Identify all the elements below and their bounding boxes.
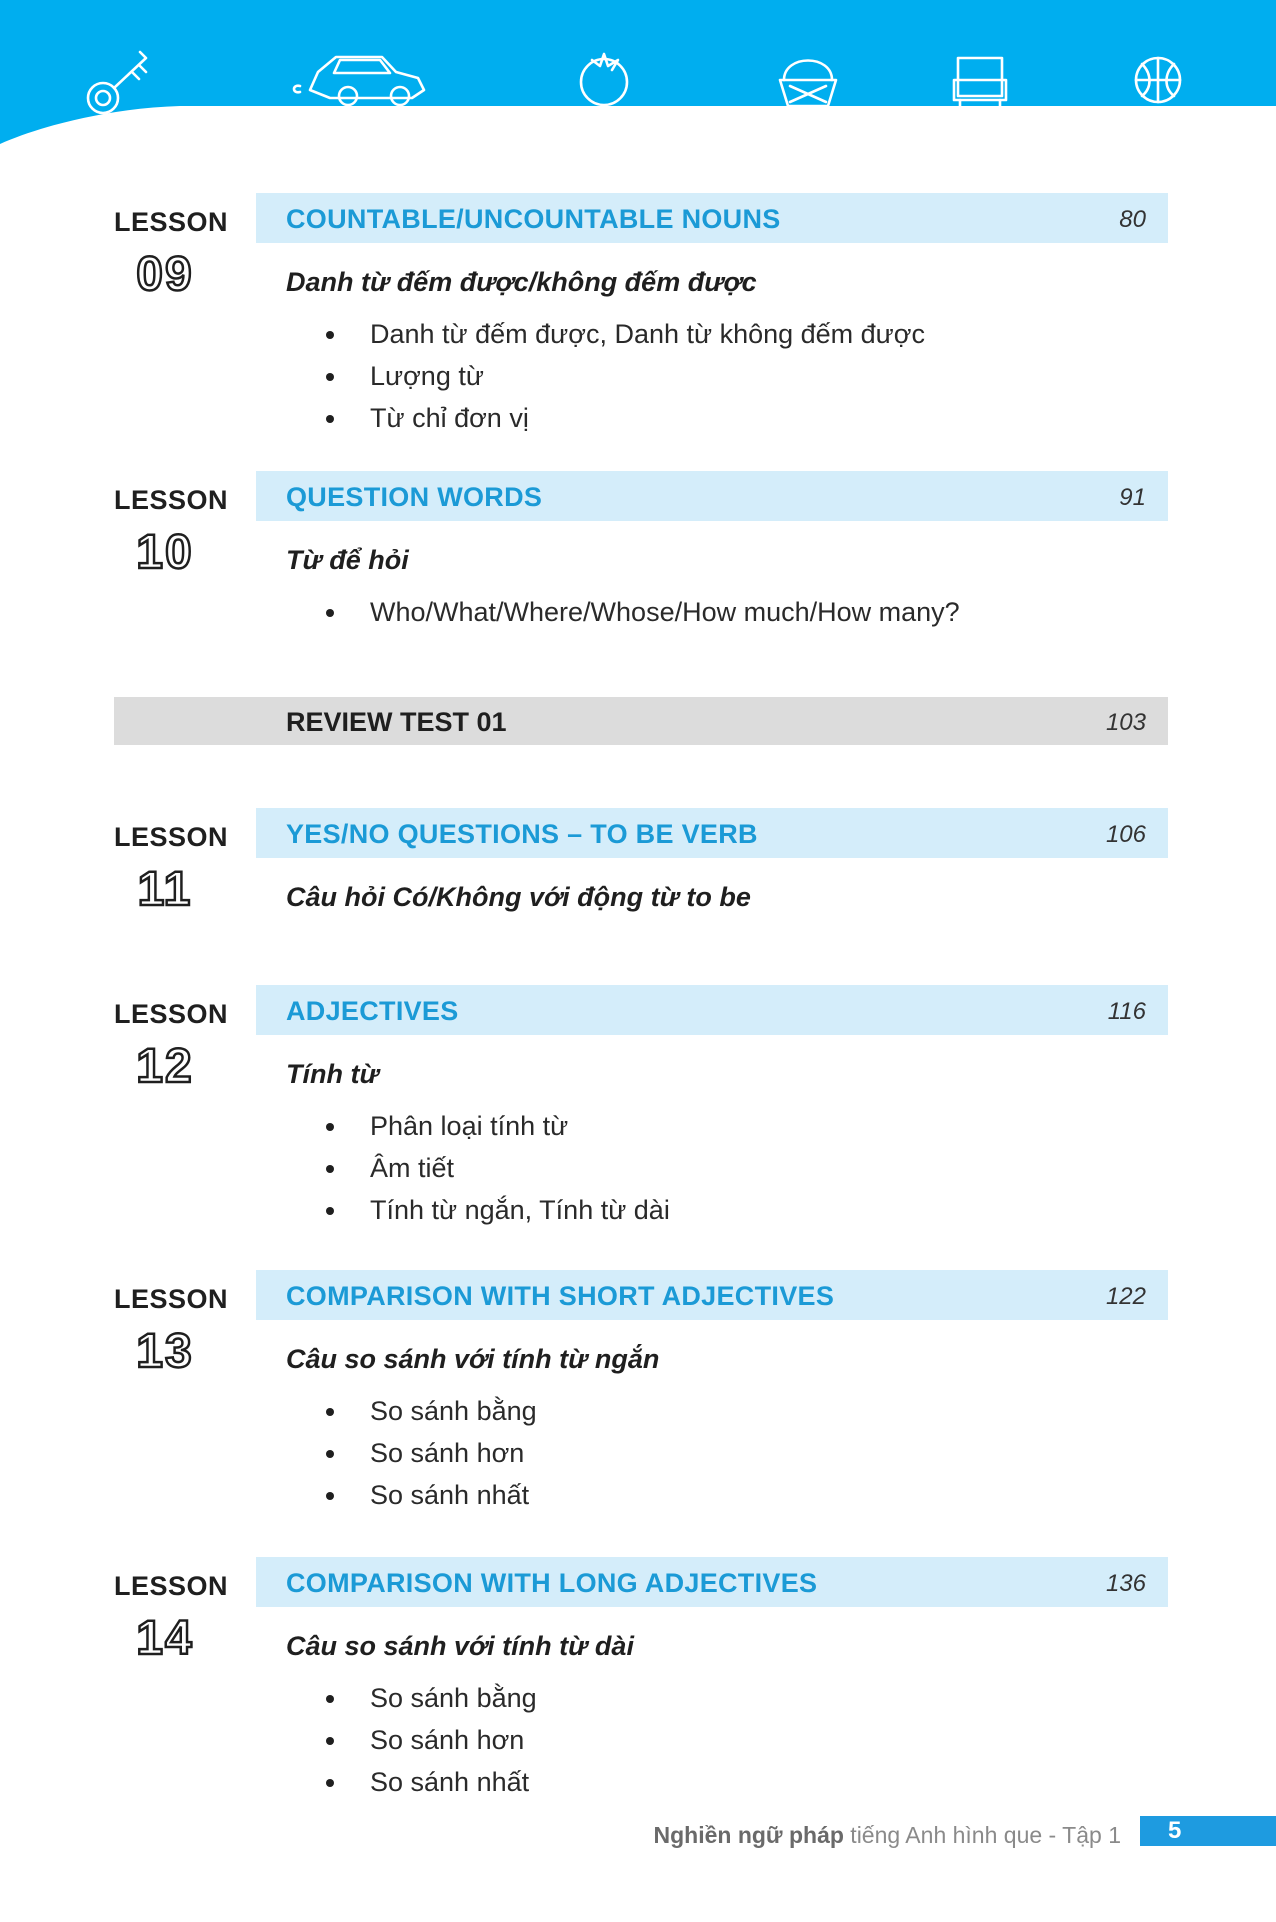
list-item: Âm tiết [320, 1147, 670, 1189]
lesson-title: QUESTION WORDS [286, 482, 543, 512]
footer [0, 1816, 1276, 1856]
book-title-bold: Nghiền ngữ pháp [653, 1822, 844, 1848]
lesson-label: LESSON [114, 822, 229, 852]
list-item: So sánh nhất [320, 1761, 537, 1803]
lesson-label: LESSON [114, 1284, 229, 1314]
lesson-subtitle: Danh từ đếm được/không đếm được [286, 267, 757, 297]
lesson-number: 10 [136, 526, 194, 579]
lesson-label: LESSON [114, 485, 229, 515]
lesson-title: COMPARISON WITH LONG ADJECTIVES [286, 1568, 818, 1598]
lesson-number: 11 [137, 863, 193, 916]
lesson-subtitle: Từ để hỏi [286, 545, 409, 575]
lesson-topics [320, 1677, 537, 1803]
review-test-bar[interactable] [114, 697, 1168, 745]
list-item: So sánh hơn [320, 1432, 537, 1474]
book-title [654, 1822, 1122, 1849]
lesson-label: LESSON [114, 999, 229, 1029]
lesson-label: LESSON [114, 1571, 229, 1601]
lesson-number: 14 [136, 1612, 194, 1665]
lesson-number: 12 [136, 1040, 194, 1093]
lesson-title: COUNTABLE/UNCOUNTABLE NOUNS [286, 204, 781, 234]
lesson-topics [320, 591, 960, 633]
lesson-page-number: 136 [1105, 1570, 1146, 1597]
list-item: Phân loại tính từ [320, 1105, 670, 1147]
lesson-title-bar[interactable] [256, 985, 1168, 1035]
lesson-topics [320, 1390, 537, 1516]
lesson-title: YES/NO QUESTIONS – TO BE VERB [286, 819, 758, 849]
list-item: Who/What/Where/Whose/How much/How many? [320, 591, 960, 633]
header-band [0, 0, 1276, 150]
review-test-page-number: 103 [1105, 709, 1146, 736]
lesson-label: LESSON [114, 207, 229, 237]
list-item: So sánh hơn [320, 1719, 537, 1761]
list-item: Từ chỉ đơn vị [320, 397, 925, 439]
lesson-title-bar[interactable] [256, 1557, 1168, 1607]
lesson-topics [320, 1105, 670, 1231]
list-item: So sánh bằng [320, 1390, 537, 1432]
page-number: 5 [1168, 1817, 1182, 1844]
lesson-subtitle: Tính từ [286, 1059, 379, 1089]
list-item: So sánh nhất [320, 1474, 537, 1516]
lesson-page-number: 80 [1119, 206, 1146, 233]
lesson-page-number: 122 [1105, 1283, 1146, 1310]
lesson-page-number: 91 [1119, 484, 1146, 511]
lesson-number: 13 [136, 1325, 194, 1378]
lesson-subtitle: Câu so sánh với tính từ dài [286, 1631, 634, 1661]
list-item: Danh từ đếm được, Danh từ không đếm được [320, 313, 925, 355]
lesson-subtitle: Câu so sánh với tính từ ngắn [286, 1344, 660, 1374]
list-item: So sánh bằng [320, 1677, 537, 1719]
lesson-title: ADJECTIVES [286, 996, 459, 1026]
lesson-page-number: 116 [1107, 998, 1146, 1025]
list-item: Lượng từ [320, 355, 925, 397]
book-title-rest: tiếng Anh hình que - Tập 1 [843, 1822, 1121, 1848]
lesson-title-bar[interactable] [256, 471, 1168, 521]
lesson-title: COMPARISON WITH SHORT ADJECTIVES [286, 1281, 835, 1311]
lesson-topics [320, 313, 925, 439]
page-number-badge [1140, 1816, 1276, 1846]
lesson-title-bar[interactable] [256, 1270, 1168, 1320]
basketball-icon [1136, 58, 1180, 102]
lesson-title-bar[interactable] [256, 808, 1168, 858]
review-test-title: REVIEW TEST 01 [286, 707, 507, 737]
lesson-page-number: 106 [1105, 821, 1146, 848]
lesson-number: 09 [136, 248, 194, 301]
list-item: Tính từ ngắn, Tính từ dài [320, 1189, 670, 1231]
lesson-title-bar[interactable] [256, 193, 1168, 243]
lesson-subtitle: Câu hỏi Có/Không với động từ to be [286, 882, 751, 912]
